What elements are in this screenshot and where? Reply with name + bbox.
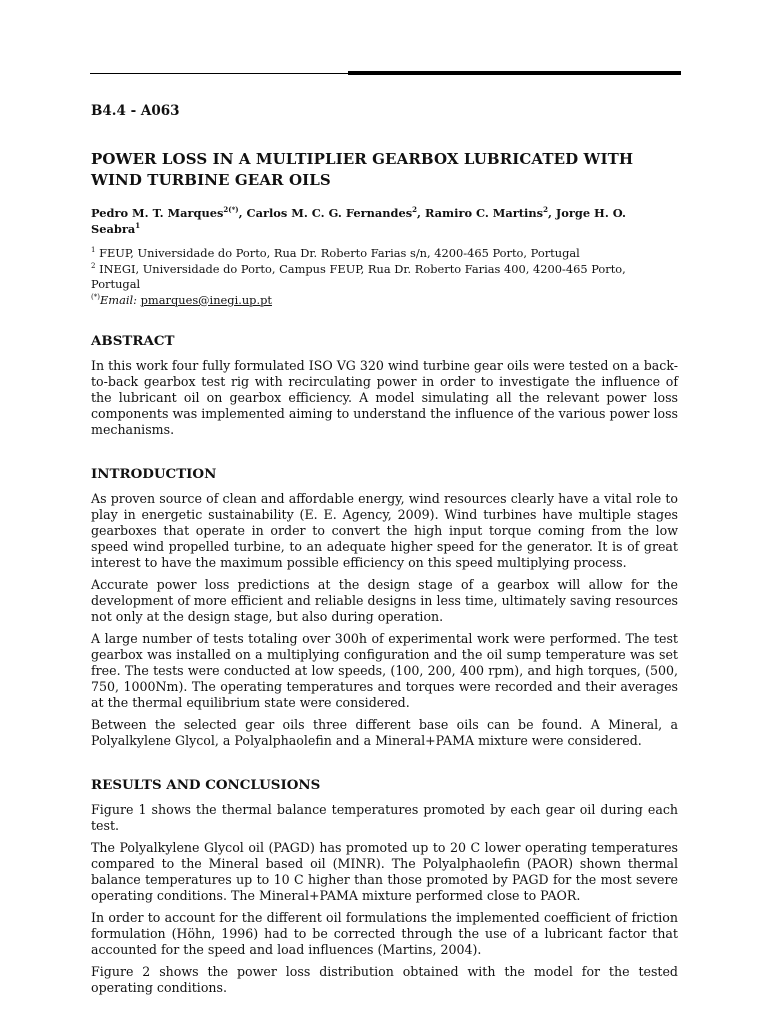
author-name: Pedro M. T. Marques	[91, 206, 224, 220]
affiliation-line	[91, 262, 678, 293]
author-name: Carlos M. C. G. Fernandes	[246, 206, 413, 220]
author-affiliation-mark: 2	[412, 205, 418, 215]
body-paragraph: Figure 2 shows the power loss distribution obtained with the model for the tested operating conditions.	[91, 964, 678, 995]
email-line	[91, 293, 678, 309]
affiliation-text: INEGI, Universidade do Porto, Campus FEUP, Rua Dr. Roberto Farias 400, 4200-465 Porto, Portugal	[91, 261, 626, 291]
affiliation-block	[91, 246, 678, 293]
body-paragraph: Accurate power loss predictions at the design stage of a gearbox will allow for the development of more efficient and reliable designs in less time, ultimately saving resources not only at the design stage, but also during operation.	[91, 577, 678, 624]
body-paragraph: Between the selected gear oils three different base oils can be found. A Mineral, a Polyalkylene Glycol, a Polyalphaolefin and a Mineral+PAMA mixture were considered.	[91, 717, 678, 748]
affiliation-mark: 2	[91, 261, 96, 270]
paper-code: B4.4 - A063	[91, 103, 180, 119]
author-separator: ,	[238, 206, 247, 220]
affiliation-text: FEUP, Universidade do Porto, Rua Dr. Roberto Farias s/n, 4200-465 Porto, Portugal	[95, 246, 580, 260]
paper-body	[91, 333, 678, 996]
body-paragraph: In order to account for the different oil formulations the implemented coefficient of friction formulation (Höhn, 1996) had to be corrected through the use of a lubricant factor that accounted for the speed and load influences (Martins, 2004).	[91, 910, 678, 957]
author-affiliation-mark: 2	[543, 205, 548, 215]
header-rule-thin	[90, 73, 348, 74]
body-paragraph: The Polyalkylene Glycol oil (PAGD) has promoted up to 20 C lower operating temperatures compared to the Mineral based oil (MINR). The Polyalphaolefin (PAOR) shown thermal balance temperatures up to 10 C higher than those promoted by PAGD for the most severe operating conditions. The Mineral+PAMA mixture performed close to PAOR.	[91, 840, 678, 903]
email-link[interactable]: pmarques@inegi.up.pt	[140, 292, 272, 307]
section-heading: INTRODUCTION	[91, 466, 217, 482]
body-paragraph: A large number of tests totaling over 300h of experimental work were performed. The test gearbox was installed on a multiplying configuration and the oil sump temperature was set free. The tests were conducted at low speeds, (100, 200, 400 rpm), and high torques, (500, 750, 1000Nm). The operating temperatures and torques were recorded and their averages at the thermal equilibrium state were considered.	[91, 631, 678, 710]
author-separator: ,	[547, 206, 556, 220]
affiliation-mark: 1	[91, 246, 96, 255]
section-heading: ABSTRACT	[91, 333, 175, 349]
body-paragraph: As proven source of clean and affordable energy, wind resources clearly have a vital role to play in energetic sustainability (E. E. Agency, 2009). Wind turbines have multiple stages gearboxes that operate in order to convert the high input torque coming from the low speed wind propelled turbine, to an adequate higher speed for the generator. It is of great interest to have the maximum possible efficiency on this speed multiplying process.	[91, 491, 678, 570]
section-heading: RESULTS AND CONCLUSIONS	[91, 777, 321, 793]
email-marker: (*)	[91, 292, 100, 301]
affiliation-line	[91, 246, 678, 262]
author-list	[91, 205, 678, 237]
body-paragraph: In this work four fully formulated ISO VG 320 wind turbine gear oils were tested on a back-to-back gearbox test rig with recirculating power in order to investigate the influence of the lubricant oil on gearbox efficiency. A model simulating all the relevant power loss components was implemented aiming to understand the influence of the various power loss mechanisms.	[91, 358, 678, 437]
author-name: Ramiro C. Martins	[424, 206, 544, 220]
author-name: Jorge H. O. Seabra	[91, 206, 626, 236]
author-affiliation-mark: 1	[135, 221, 141, 231]
paper-title: POWER LOSS IN A MULTIPLIER GEARBOX LUBRICATED WITH WIND TURBINE GEAR OILS	[91, 150, 634, 189]
author-affiliation-mark: 2(*)	[223, 205, 239, 215]
author-separator: ,	[417, 206, 425, 220]
email-label: Email:	[99, 292, 137, 307]
paper-page	[91, 100, 678, 1002]
header-rule-thick	[348, 71, 681, 75]
body-paragraph: Figure 1 shows the thermal balance temperatures promoted by each gear oil during each test.	[91, 802, 678, 833]
